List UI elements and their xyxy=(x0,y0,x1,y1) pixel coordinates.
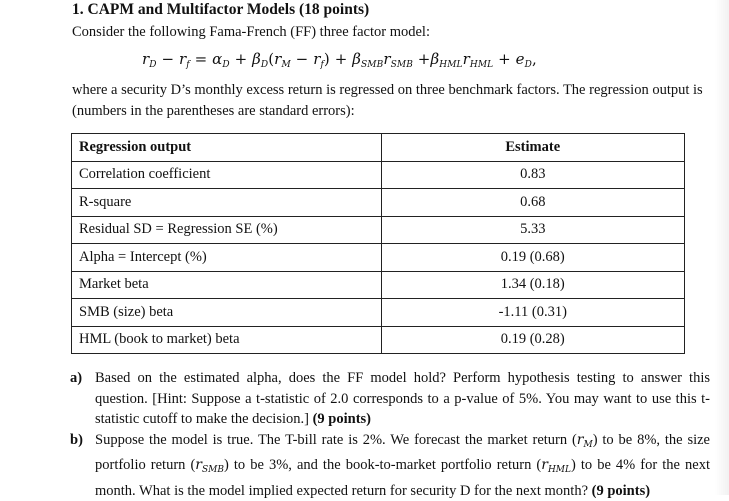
question-a xyxy=(68,368,710,430)
question-b-text-2: ) to be 8%, the size portfolio return ( xyxy=(95,432,710,474)
question-b-label: b) xyxy=(70,430,83,451)
table-row xyxy=(72,189,685,217)
table-row xyxy=(72,299,685,327)
row-label: Alpha = Intercept (%) xyxy=(72,244,382,272)
row-label: HML (book to market) beta xyxy=(72,326,382,354)
table-row xyxy=(72,326,685,354)
row-value: 5.33 xyxy=(381,216,685,244)
table-row xyxy=(72,216,685,244)
question-a-points: (9 points) xyxy=(313,411,371,427)
question-b-text-3: ) to be 3%, and the book-to-market portfolio return ( xyxy=(224,457,541,473)
row-label: R-square xyxy=(72,189,382,217)
question-list xyxy=(68,368,710,501)
question-a-label: a) xyxy=(70,368,82,389)
ff-three-factor-equation: $r_D - r_f = \alpha_D + \beta_D(r_M - r_f) + \beta_{SMB}r_{SMB} +\beta_{HML}r_{HML} + e_D$, xyxy=(142,50,537,70)
question-b-text-4: ) to be 4% for the next month. What is the model implied expected return for security D for the next month? xyxy=(95,457,710,499)
math-r-smb: $r_{SMB}$ xyxy=(195,457,224,473)
math-r-m: $r_M$ xyxy=(577,432,593,448)
row-value: 0.83 xyxy=(381,161,685,189)
question-b-text-1: Suppose the model is true. The T-bill rate is 2%. We forecast the market return ( xyxy=(95,432,577,448)
header-estimate: Estimate xyxy=(381,134,685,162)
header-regression-output: Regression output xyxy=(72,134,382,162)
row-value: 1.34 (0.18) xyxy=(381,271,685,299)
row-label: SMB (size) beta xyxy=(72,299,382,327)
math-r-hml: $r_{HML}$ xyxy=(541,457,571,473)
question-a-text: Based on the estimated alpha, does the FF model hold? Perform hypothesis testing to answer this question. [Hint: Suppose a t-statistic of 2.0 corresponds to a p-value of 5%. You may want to use this t-statistic cutoff to make the decision.] xyxy=(95,370,710,427)
regression-description: where a security D’s monthly excess return is regressed on three benchmark factors. The regression output is (numbers in the parentheses are standard errors): xyxy=(72,80,708,122)
table-row xyxy=(72,271,685,299)
table-row xyxy=(72,161,685,189)
table-row xyxy=(72,244,685,272)
row-label: Market beta xyxy=(72,271,382,299)
row-value: 0.19 (0.68) xyxy=(381,244,685,272)
page-edge-shade xyxy=(715,0,729,495)
row-value: -1.11 (0.31) xyxy=(381,299,685,327)
row-value: 0.68 xyxy=(381,189,685,217)
table-header-row xyxy=(72,134,685,162)
regression-output-table xyxy=(71,133,685,354)
row-label: Correlation coefficient xyxy=(72,161,382,189)
row-label: Residual SD = Regression SE (%) xyxy=(72,216,382,244)
row-value: 0.19 (0.28) xyxy=(381,326,685,354)
question-b-points: (9 points) xyxy=(592,483,650,499)
intro-text: Consider the following Fama-French (FF) three factor model: xyxy=(72,24,430,41)
question-title: 1. CAPM and Multifactor Models (18 points) xyxy=(72,1,369,19)
question-b xyxy=(68,430,710,501)
